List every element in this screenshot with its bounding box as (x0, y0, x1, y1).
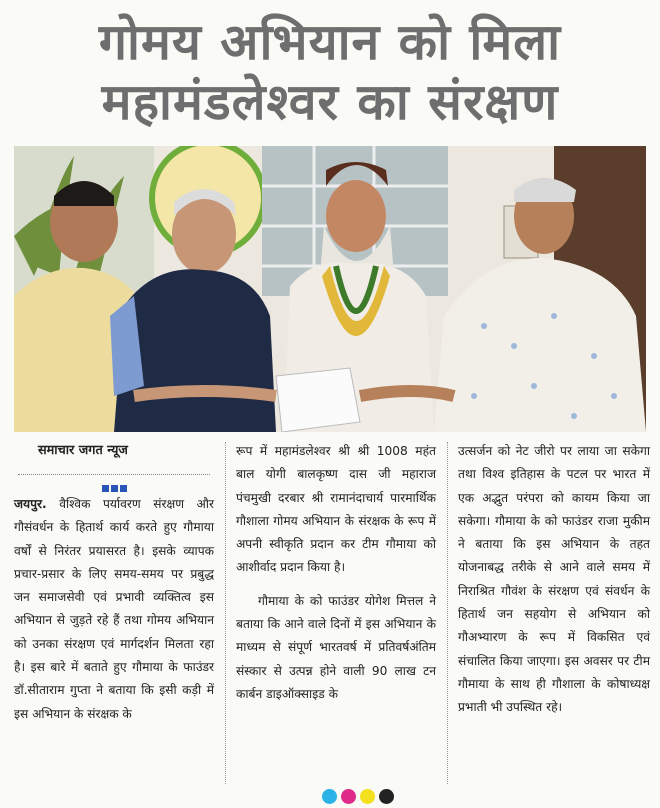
headline-line-1: गोमय अभियान को मिला (98, 13, 562, 71)
print-color-registration-marks (322, 789, 398, 800)
column-1-text: वैश्विक पर्यावरण संरक्षण और गौसंवर्धन के हितार्थ कार्य करते हुए गौमाया वर्षों से निरंतर प्रयासरत है। इसके व्यापक प्रचार-प्रसार के लिए समय-समय पर प्रबुद्ध जन समाजसेवी एवं प्रभावी व्यक्तित्व इस अभियान से जुड़ते रहे हैं तथा गोमय अभियान को उनका संरक्षण एवं मार्गदर्शन मिलता रहा है। इस बारे में बताते हुए गौमाया के फाउंडर डॉ.सीताराम गुप्ता ने बताया कि इसी कड़ी में इस अभियान के संरक्षक के (14, 497, 214, 721)
article-paragraph (14, 493, 214, 726)
column-divider (225, 442, 226, 784)
article-paragraph: रूप में महामंडलेश्वर श्री श्री 1008 महंत बाल योगी बालकृष्ण दास जी महाराज पंचमुखी दरबार श्री रामानंदाचार्य पारमार्थिक गौशाला गोमय अभियान के संरक्षक के रूप में अपनी स्वीकृति प्रदान कर टीम गौमाया को आशीर्वाद प्रदान किया है। (236, 444, 436, 575)
column-divider (447, 442, 448, 784)
article-column-2 (236, 440, 436, 706)
byline-divider (18, 462, 210, 475)
dateline-city: जयपुर. (14, 497, 47, 511)
section-marker (14, 477, 214, 493)
article-column-3 (458, 440, 650, 720)
byline: समाचार जगत न्यूज (38, 443, 128, 458)
article-paragraph: उत्सर्जन को नेट जीरो पर लाया जा सकेगा तथा विश्व इतिहास के पटल पर भारत में एक अद्भुत परंपरा को कायम किया जा सकेगा। गौमाया के को फाउंडर राजा मुकीम ने बताया कि इस अभियान के तहत योजनाबद्ध तरीके से आने वाले समय में निराश्रित गौवंश के संरक्षण एवं संवर्धन के हितार्थ जन सहयोग से अभियान को गौअभ्यारण के रूप में विकसित एवं संचालित किया जाएगा। इस अवसर पर टीम गौमाया के साथ ही गौशाला के कोषाध्यक्ष प्रभाती भी उपस्थित रहे। (458, 444, 650, 715)
news-photo (14, 146, 646, 432)
article-column-1 (14, 440, 214, 726)
headline-line-2: महामंडलेश्वर का संरक्षण (101, 73, 559, 131)
article-paragraph: गौमाया के को फाउंडर योगेश मित्तल ने बताया कि आने वाले दिनों में इस अभियान के माध्यम से संपूर्ण भारतवर्ष में प्रतिवर्षअंतिम संस्कार से उत्पन्न होने वाली 90 लाख टन कार्बन डाइऑक्साइड के (236, 593, 436, 701)
